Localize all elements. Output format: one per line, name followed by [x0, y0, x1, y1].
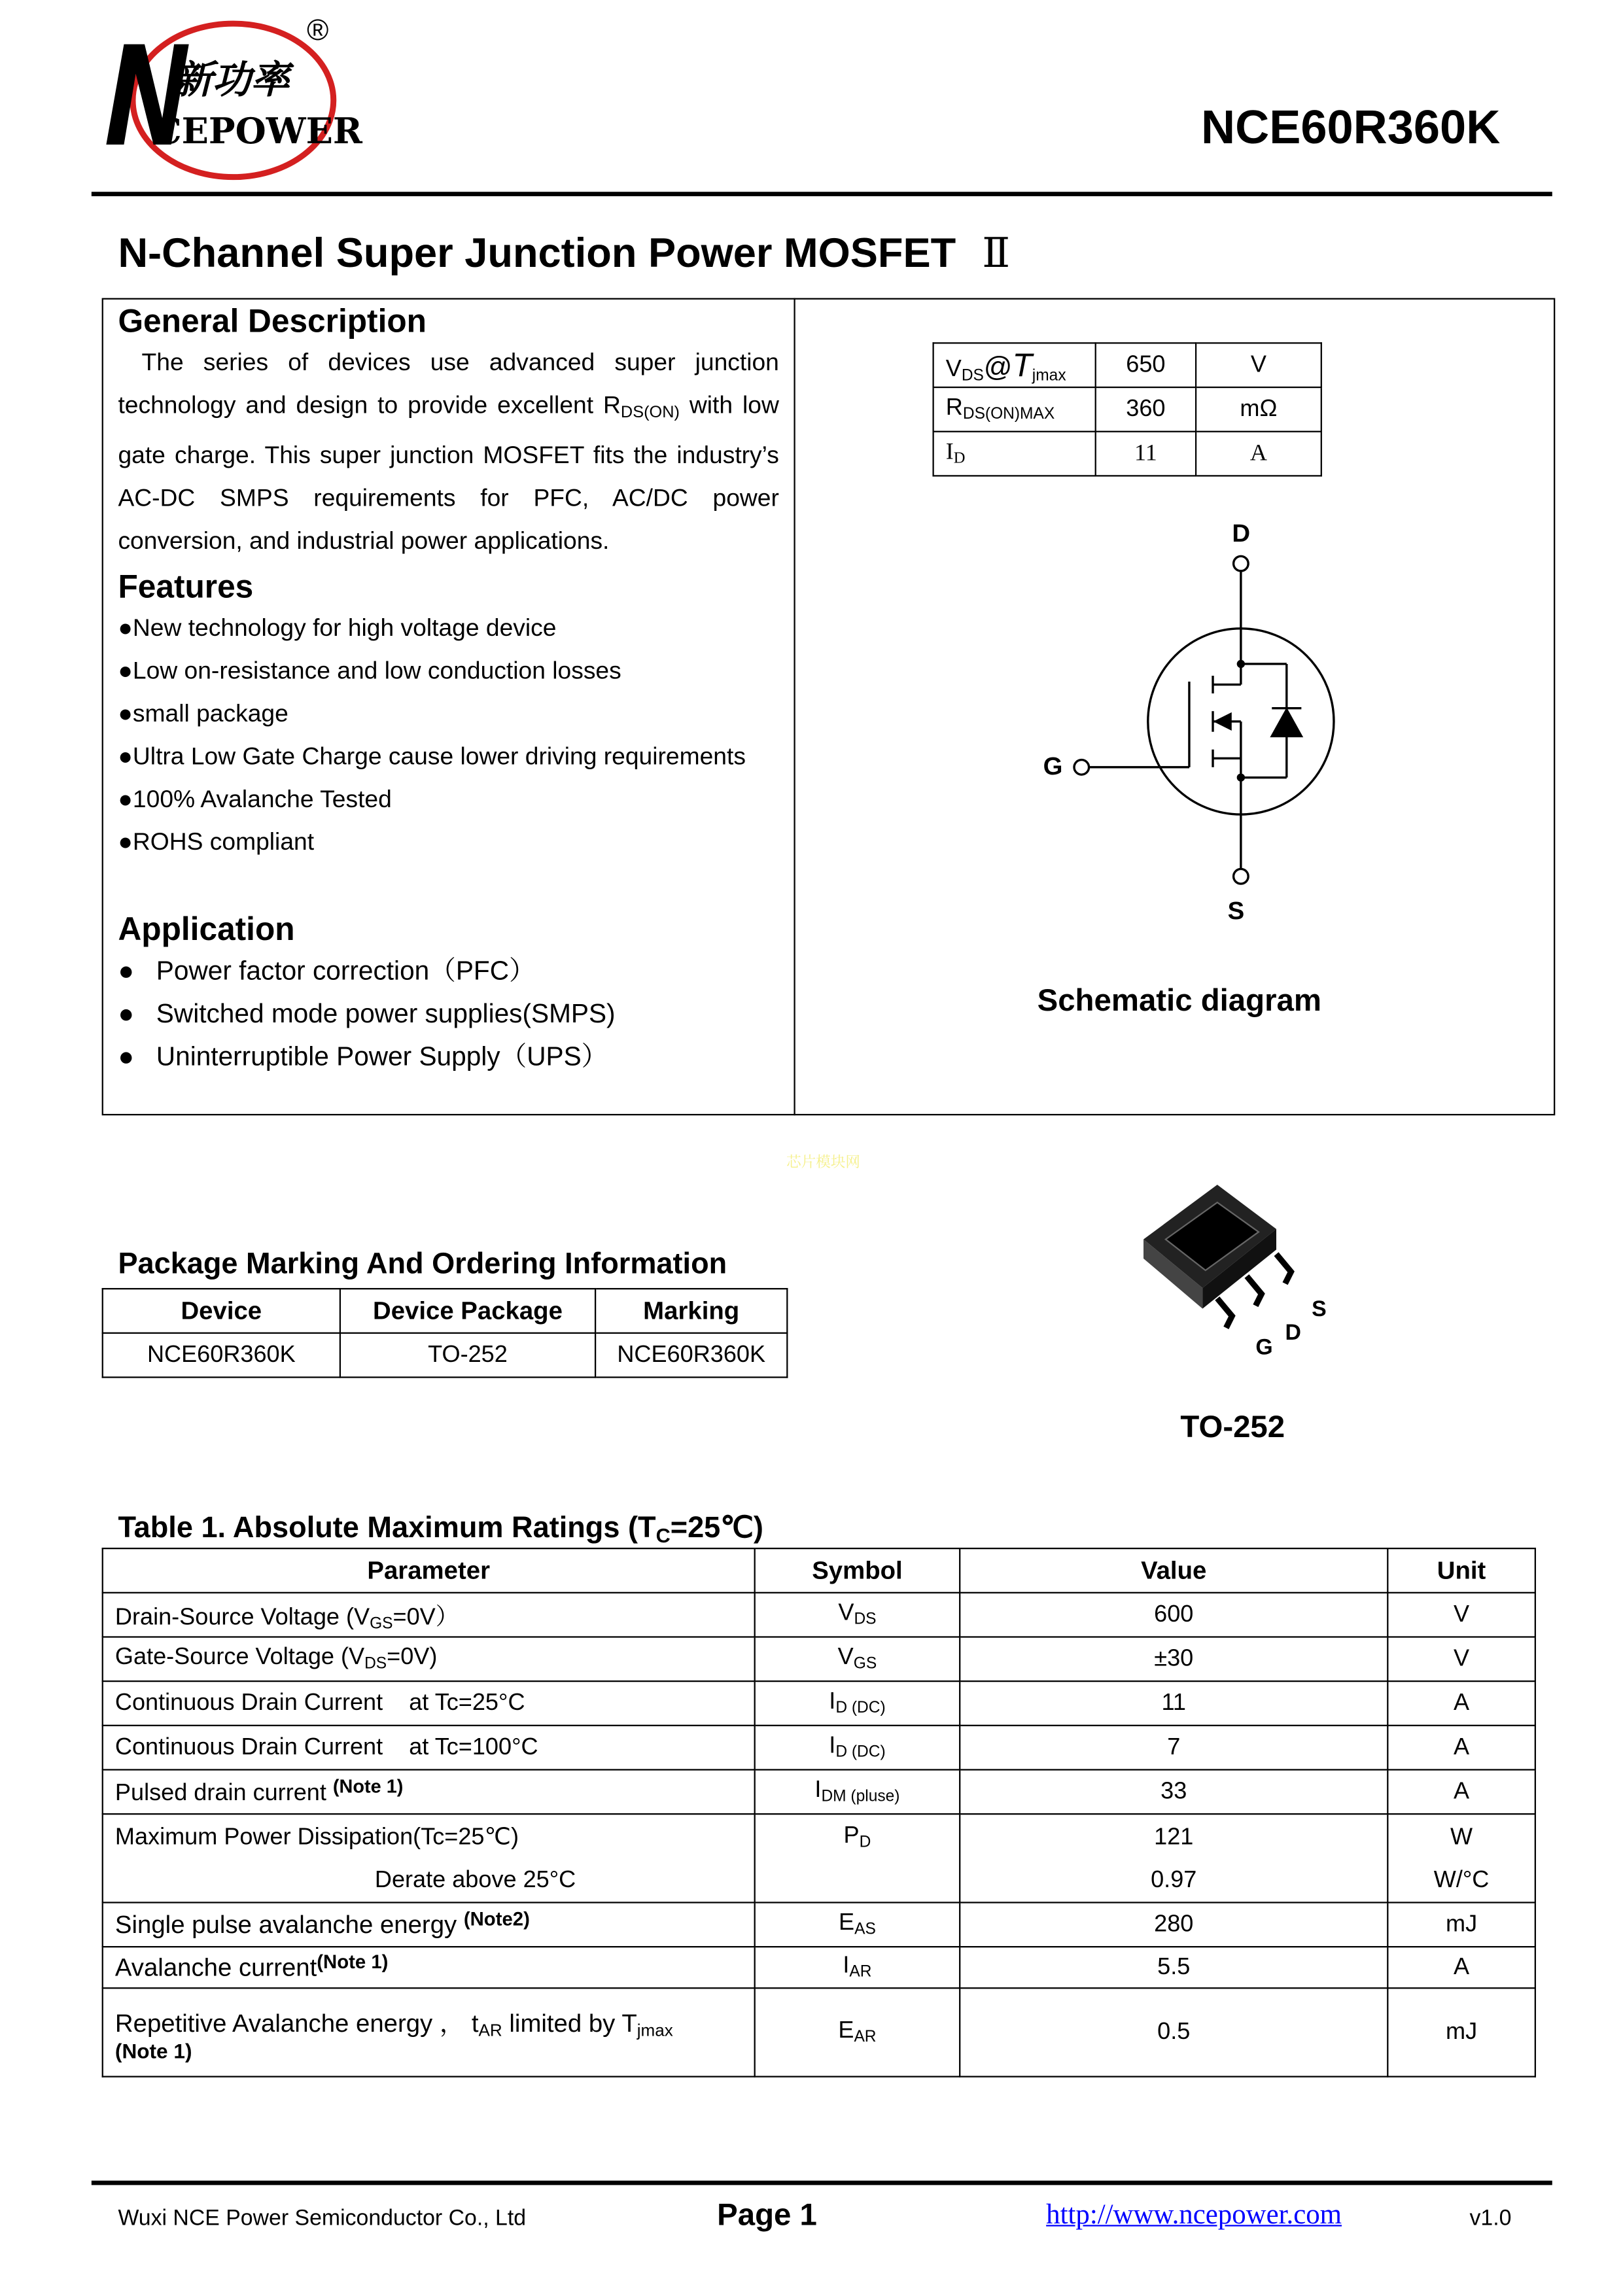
key_specs-2-param: I	[945, 440, 954, 465]
header-rule	[92, 192, 1552, 196]
features-heading: Features	[118, 567, 254, 605]
table1-rows-2-ssub: D (DC)	[835, 1699, 886, 1718]
table1-rows-3-p: Continuous Drain Current at Tc=100°C	[103, 1726, 755, 1770]
schematic-caption: Schematic diagram	[1037, 984, 1322, 1018]
table-row	[103, 1769, 1535, 1814]
package-headers-0: Device	[103, 1289, 340, 1333]
table1-rows-8-p: Repetitive Avalanche energy ， t	[114, 2009, 479, 2037]
table-row	[103, 1681, 1535, 1726]
table1-rows-5-v2: 0.97	[1151, 1867, 1197, 1892]
package-row-1: TO-252	[340, 1333, 595, 1378]
table1-rows-3-v: 7	[960, 1726, 1387, 1770]
watermark: 芯片模块网	[786, 1155, 860, 1172]
table1-headers-0: Parameter	[103, 1548, 755, 1593]
title-main: N-Channel Super Junction Power MOSFET	[118, 230, 956, 276]
features-items-1: Low on-resistance and low conduction losses	[132, 657, 621, 685]
table-row	[103, 1947, 1535, 1988]
table1-rows-0-pend: =0V）	[393, 1605, 459, 1630]
table1-rows-1-v: ±30	[960, 1637, 1387, 1681]
mosfet-symbol-icon	[1033, 516, 1357, 930]
table1-rows-4-p: Pulsed drain current	[114, 1781, 333, 1807]
table1-rows-4-v: 33	[960, 1769, 1387, 1814]
table-row	[103, 1333, 788, 1378]
table1-rows-6-note: (Note2)	[463, 1908, 530, 1931]
table1-rows-4-note: (Note 1)	[332, 1775, 404, 1798]
features-items-0: New technology for high voltage device	[132, 615, 557, 642]
table1-rows-7-note: (Note 1)	[317, 1951, 389, 1974]
package-label: TO-252	[1180, 1410, 1285, 1445]
table1-title: Table 1. Absolute Maximum Ratings (T	[118, 1512, 656, 1545]
key_specs-1-unit: mΩ	[1196, 387, 1321, 432]
footer-rule	[92, 2181, 1552, 2185]
general_description-heading: General Description	[118, 302, 427, 339]
key_specs-2-value: 11	[1096, 432, 1196, 476]
table1-rows-4-s: I	[814, 1778, 822, 1803]
footer-page: Page 1	[717, 2198, 817, 2233]
table1-rows-6-ssub: AS	[854, 1921, 876, 1939]
table-row	[103, 1902, 1535, 1947]
table-row	[103, 1637, 1535, 1681]
table1-rows-6-p: Single pulse avalanche energy	[114, 1911, 464, 1940]
table1-rows-8-v: 0.5	[960, 1988, 1387, 2076]
features-items-2: small package	[132, 700, 288, 727]
table1-rows-8-pend: limited by T	[502, 2009, 637, 2037]
table1-rows-5-v: 121	[1154, 1824, 1194, 1850]
key_specs-2-unit: A	[1196, 432, 1321, 476]
table1-title_sub: C	[655, 1524, 671, 1547]
table-row	[103, 1593, 1535, 1637]
mosfet-schematic	[1033, 516, 1357, 930]
table1-rows-8-psub: AR	[478, 2022, 502, 2040]
drain-label: D	[1232, 519, 1251, 548]
application-items-2: Uninterruptible Power Supply（UPS）	[156, 1041, 608, 1071]
logo-en_text: CEPOWER	[153, 109, 362, 152]
table1-rows-5-s: P	[843, 1823, 860, 1849]
package-headers-1: Device Package	[340, 1289, 595, 1333]
table1-rows-4-u: A	[1387, 1769, 1535, 1814]
footer-version: v1.0	[1469, 2205, 1512, 2231]
table1-rows-5-u: W	[1450, 1824, 1473, 1850]
absolute-max-ratings-table	[102, 1548, 1536, 2078]
application-item: ● Switched mode power supplies(SMPS)	[118, 998, 616, 1028]
table1-rows-3-u: A	[1387, 1726, 1535, 1770]
table1-headers-3: Unit	[1387, 1548, 1535, 1593]
table1-rows-4-ssub: DM (pluse)	[821, 1788, 900, 1806]
feature-item: ●Low on-resistance and low conduction losses	[118, 657, 621, 685]
table1-rows-7-u: A	[1387, 1947, 1535, 1988]
table1-rows-5-p2: Derate above 25°C	[374, 1867, 576, 1892]
logo-cn_text: 新功率	[174, 57, 290, 102]
key_specs-0-value: 650	[1096, 343, 1196, 387]
package-row-2: NCE60R360K	[595, 1333, 787, 1378]
page-title	[118, 229, 1010, 277]
table1-rows-0-v: 600	[960, 1593, 1387, 1637]
table1-rows-7-p: Avalanche current	[114, 1954, 317, 1983]
key_specs-0-t: T	[1012, 345, 1032, 383]
gate-label: G	[1043, 752, 1063, 781]
table1-rows-6-v: 280	[960, 1902, 1387, 1947]
general_description-p1_sub: DS(ON)	[620, 404, 680, 422]
table1-rows-3-s: I	[829, 1733, 836, 1759]
description-text	[118, 342, 778, 563]
table1-rows-5-ssub: D	[859, 1833, 871, 1852]
table1-rows-8-s: E	[838, 2018, 854, 2044]
title-suffix: Ⅱ	[982, 228, 1011, 278]
package-pins-0: G	[1255, 1335, 1273, 1361]
table1-rows-6-u: mJ	[1387, 1902, 1535, 1947]
ordering-table	[102, 1288, 788, 1378]
key_specs-0-unit: V	[1196, 343, 1321, 387]
key_specs-0-extra: @	[983, 351, 1013, 383]
table1-rows-0-psub: GS	[370, 1614, 393, 1633]
table1-rows-1-s: V	[837, 1645, 854, 1671]
to252-package-image	[1128, 1173, 1335, 1365]
table1-rows-8-ssub: AR	[854, 2028, 877, 2047]
key_specs-2-sub: D	[953, 449, 966, 468]
table1-rows-2-p: Continuous Drain Current at Tc=25°C	[103, 1681, 755, 1726]
company-logo	[92, 14, 362, 189]
table1-rows-2-s: I	[829, 1689, 836, 1715]
key_specs-1-sub: DS(ON)MAX	[962, 405, 1055, 424]
table1-rows-3-ssub: D (DC)	[835, 1743, 886, 1762]
part-number: NCE60R360K	[1200, 100, 1501, 154]
table1-title_end: =25℃)	[670, 1512, 763, 1545]
features-items-4: 100% Avalanche Tested	[132, 786, 392, 813]
table1-rows-0-ssub: DS	[854, 1610, 877, 1629]
table1-rows-0-u: V	[1387, 1593, 1535, 1637]
application-items-1: Switched mode power supplies(SMPS)	[156, 998, 616, 1028]
table1-rows-8-psub2: jmax	[637, 2022, 673, 2040]
package-heading: Package Marking And Ordering Information	[118, 1248, 727, 1281]
package-row-0: NCE60R360K	[103, 1333, 340, 1378]
key_specs-0-param: V	[945, 356, 962, 382]
application-item: ● Uninterruptible Power Supply（UPS）	[118, 1041, 608, 1071]
application-heading: Application	[118, 910, 295, 947]
table1-headers-2: Value	[960, 1548, 1387, 1593]
general_description-p1_end: with low gate charge. This super junction MOSFET fits the industry’s AC-DC SMPS requirements for PFC, AC/DC power conversion, and industrial power applications.	[118, 392, 779, 555]
table1-rows-1-ssub: GS	[853, 1655, 877, 1673]
package-icon	[1128, 1173, 1335, 1365]
table1-headers-1: Symbol	[755, 1548, 960, 1593]
features-list	[118, 608, 778, 864]
feature-item: ●Ultra Low Gate Charge cause lower driving requirements	[118, 743, 746, 770]
table1-rows-5-p: Maximum Power Dissipation(Tc=25℃)	[114, 1824, 519, 1850]
package-pins-1: D	[1285, 1320, 1301, 1346]
footer-company: Wuxi NCE Power Semiconductor Co., Ltd	[118, 2205, 527, 2231]
feature-item: ●100% Avalanche Tested	[118, 786, 392, 813]
table1-rows-1-p: Gate-Source Voltage (V	[114, 1645, 365, 1671]
footer-website-link[interactable]: http://www.ncepower.com	[1046, 2199, 1342, 2231]
key-specs-table	[932, 342, 1321, 476]
package-headers-2: Marking	[595, 1289, 787, 1333]
application-items-0: Power factor correction（PFC）	[156, 956, 536, 986]
table1-rows-6-s: E	[839, 1911, 855, 1936]
table1-rows-7-ssub: AR	[849, 1963, 872, 1981]
feature-item: ●ROHS compliant	[118, 829, 315, 856]
table1-title	[118, 1509, 763, 1546]
table-row	[103, 1726, 1535, 1770]
table1-rows-7-v: 5.5	[960, 1947, 1387, 1988]
table1-rows-1-u: V	[1387, 1637, 1535, 1681]
table1-rows-1-pend: =0V)	[387, 1645, 438, 1671]
feature-item: ●New technology for high voltage device	[118, 615, 557, 642]
key_specs-1-value: 360	[1096, 387, 1196, 432]
package-pins-2: S	[1312, 1296, 1327, 1322]
table1-rows-5-u2: W/°C	[1433, 1867, 1490, 1892]
feature-item: ●small package	[118, 700, 288, 727]
table1-rows-0-s: V	[838, 1601, 854, 1626]
overview-divider	[794, 298, 795, 1116]
table1-rows-8-note2: (Note 1)	[114, 2040, 192, 2064]
key_specs-0-sub: DS	[961, 366, 984, 384]
table1-rows-7-s: I	[843, 1953, 850, 1979]
features-items-3: Ultra Low Gate Charge cause lower driving requirements	[132, 743, 746, 770]
table1-rows-0-p: Drain-Source Voltage (V	[114, 1605, 370, 1630]
logo-registered: ®	[307, 14, 329, 48]
source-label: S	[1227, 897, 1245, 926]
table-row	[103, 1814, 1535, 1902]
table1-rows-8-u: mJ	[1387, 1988, 1535, 2076]
features-items-5: ROHS compliant	[132, 829, 315, 856]
table1-rows-2-u: A	[1387, 1681, 1535, 1726]
table1-rows-1-psub: DS	[364, 1655, 387, 1673]
application-item: ● Power factor correction（PFC）	[118, 956, 536, 986]
general-description	[118, 301, 778, 1078]
general_description-p1: The series of devices use advanced super junction technology and design to provide excellent R	[118, 349, 779, 419]
table-row	[103, 1988, 1535, 2076]
key_specs-0-tsub: jmax	[1032, 366, 1066, 384]
key_specs-1-param: R	[945, 395, 963, 421]
table1-rows-2-v: 11	[960, 1681, 1387, 1726]
